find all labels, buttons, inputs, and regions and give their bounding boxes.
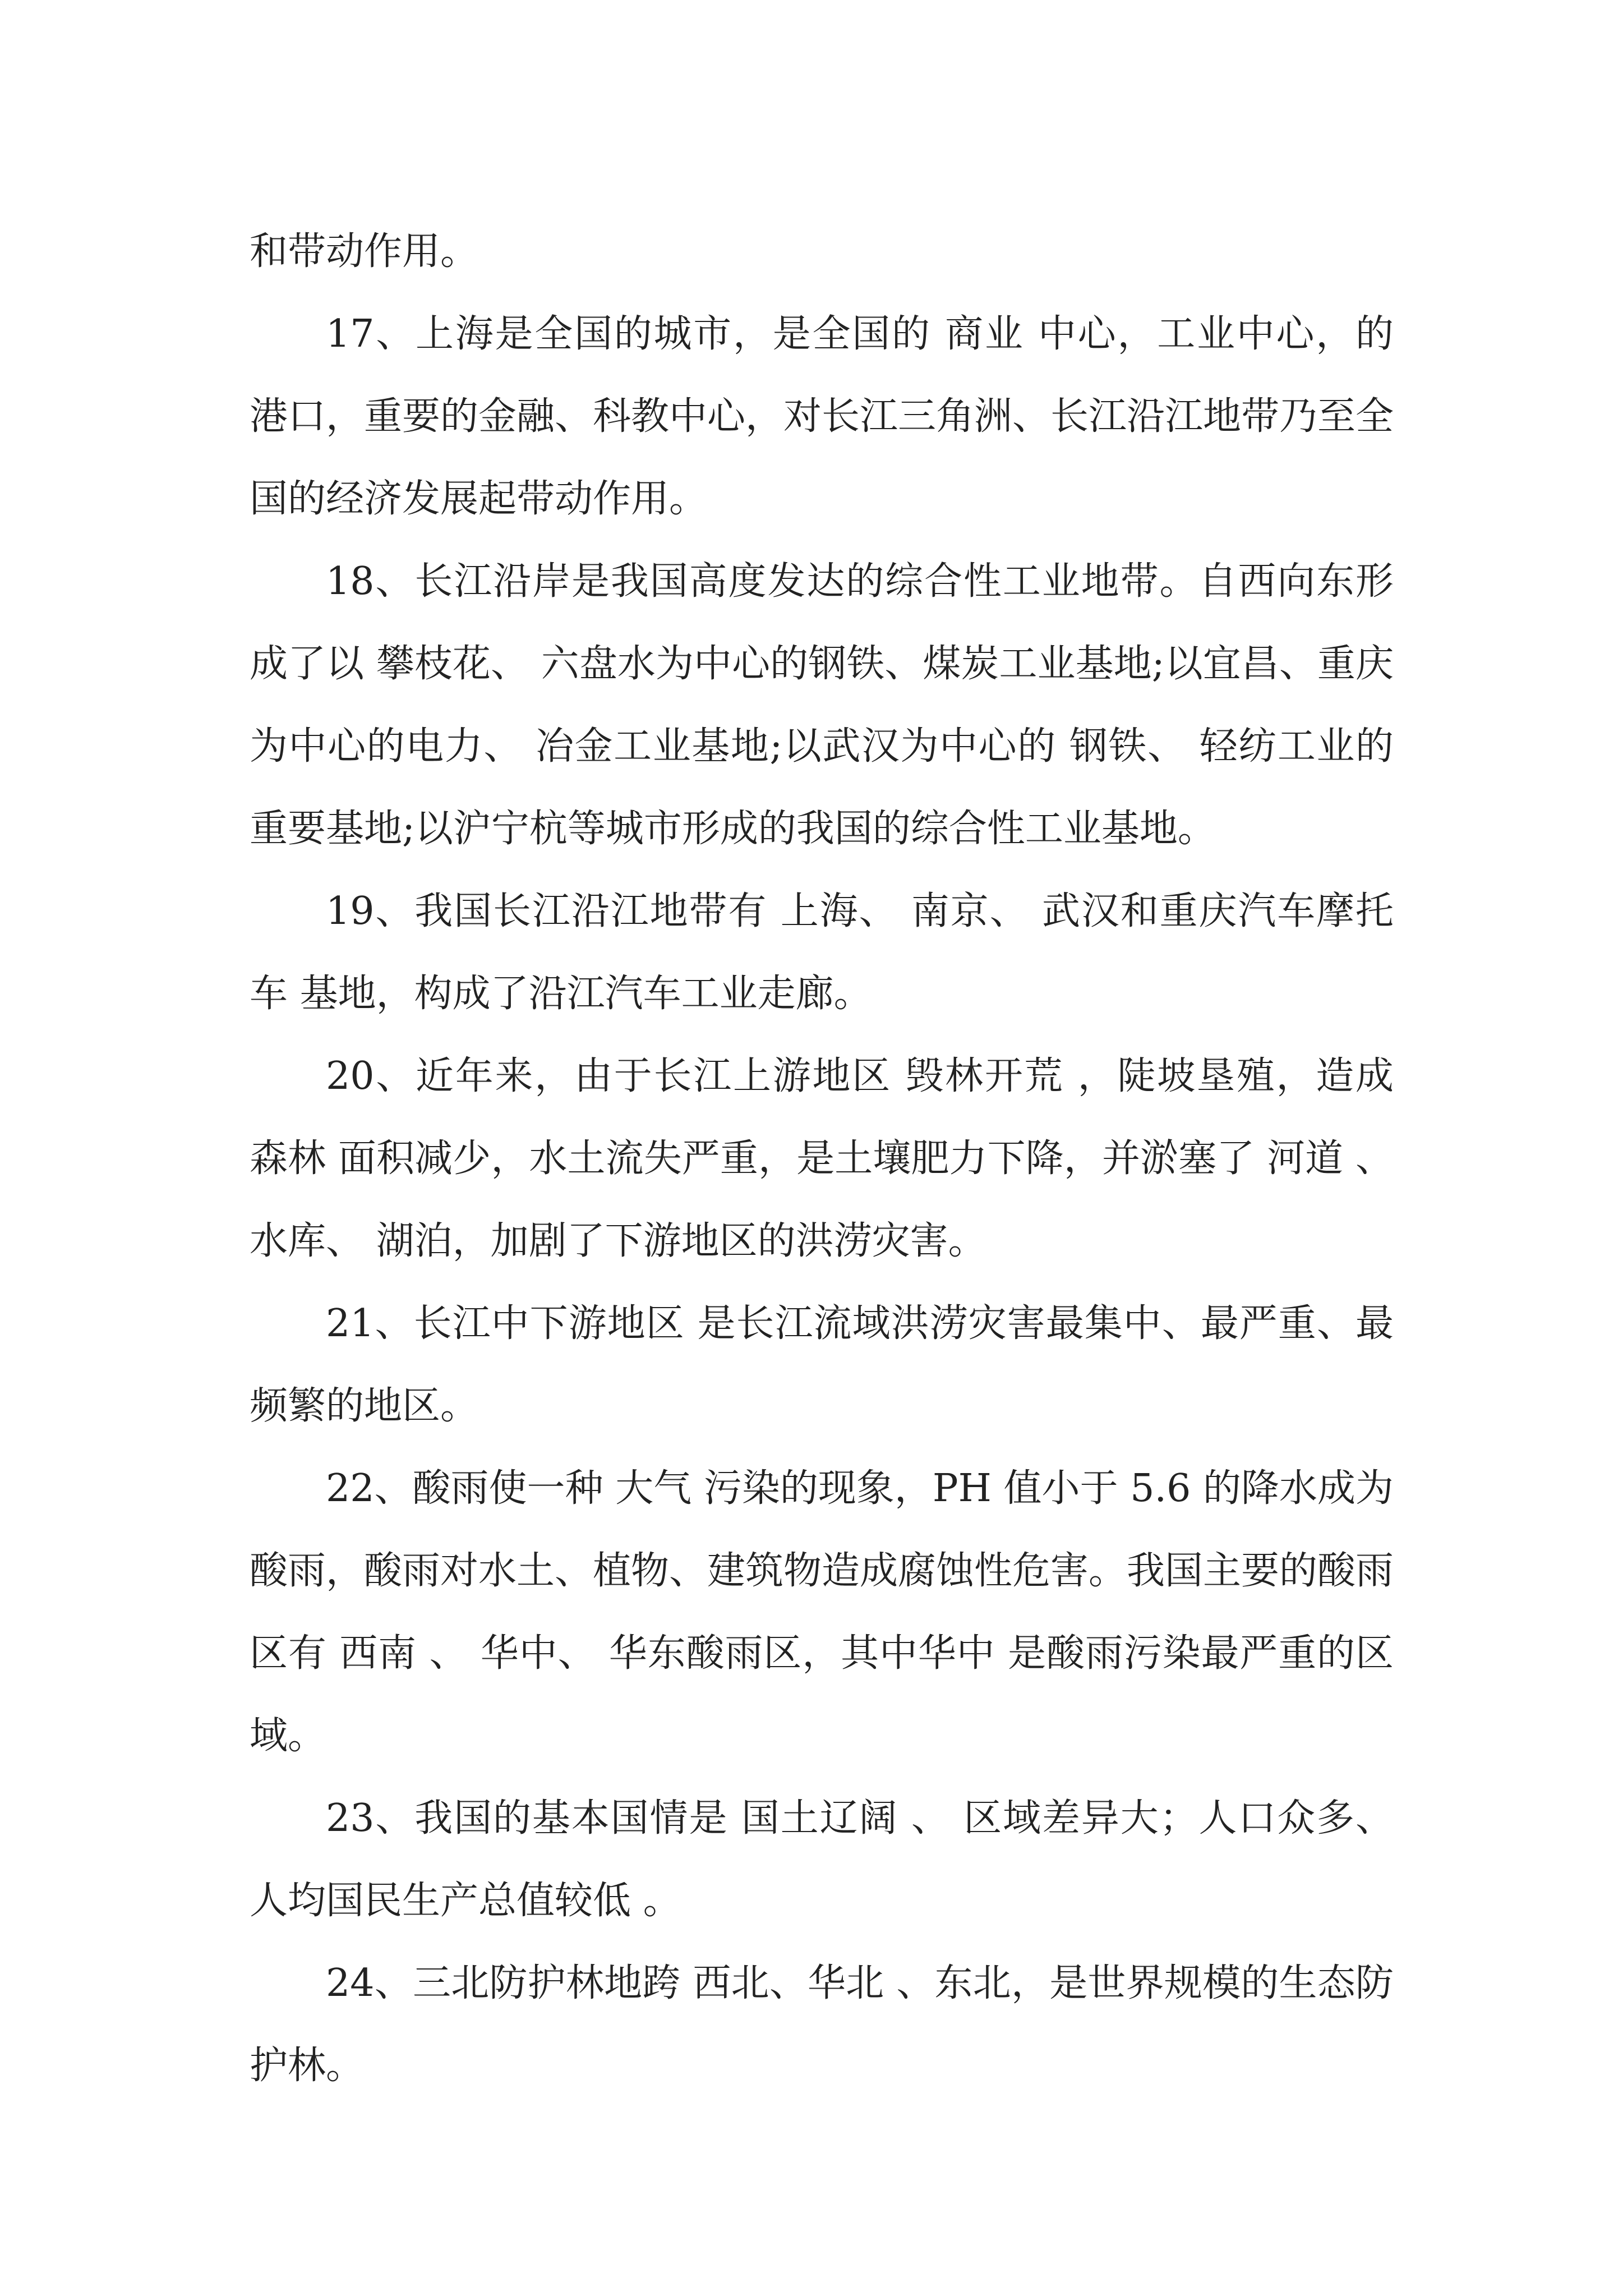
document-page xyxy=(250,210,1394,2107)
paragraph-18: 18、长江沿岸是我国高度发达的综合性工业地带。自西向东形成了以 攀枝花、 六盘水为中心的钢铁、煤炭工业基地;以宜昌、重庆为中心的电力、 冶金工业基地;以武汉为中心的 钢铁、 轻纺工业的重要基地;以沪宁杭等城市形成的我国的综合性工业基地。 xyxy=(250,559,1394,851)
paragraph-23: 23、我国的基本国情是 国土辽阔 、 区域差异大；人口众多、 人均国民生产总值较低 。 xyxy=(250,1796,1394,1923)
paragraph-17: 17、上海是全国的城市，是全国的 商业 中心，工业中心，的 港口，重要的金融、科教中心，对长江三角洲、长江沿江地带乃至全国的经济发展起带动作用。 xyxy=(250,312,1394,521)
paragraph-22: 22、酸雨使一种 大气 污染的现象，PH 值小于 5.6 的降水成为酸雨，酸雨对水土、植物、建筑物造成腐蚀性危害。我国主要的酸雨区有 西南 、 华中、 华东酸雨区，其中华中 是酸雨污染最严重的区域。 xyxy=(250,1466,1394,1758)
paragraph-24: 24、三北防护林地跨 西北、华北 、东北，是世界规模的生态防护林。 xyxy=(250,1961,1394,2088)
paragraph-21: 21、长江中下游地区 是长江流域洪涝灾害最集中、最严重、最频繁的地区。 xyxy=(250,1301,1394,1428)
paragraph-19: 19、我国长江沿江地带有 上海、 南京、 武汉和重庆汽车摩托车 基地，构成了沿江汽车工业走廊。 xyxy=(250,889,1394,1016)
paragraph-20: 20、近年来，由于长江上游地区 毁林开荒 ，陡坡垦殖，造成 森林 面积减少，水土流失严重，是土壤肥力下降，并淤塞了 河道 、水库、 湖泊，加剧了下游地区的洪涝灾害。 xyxy=(250,1054,1394,1263)
paragraph-continuation: 和带动作用。 xyxy=(250,229,479,274)
